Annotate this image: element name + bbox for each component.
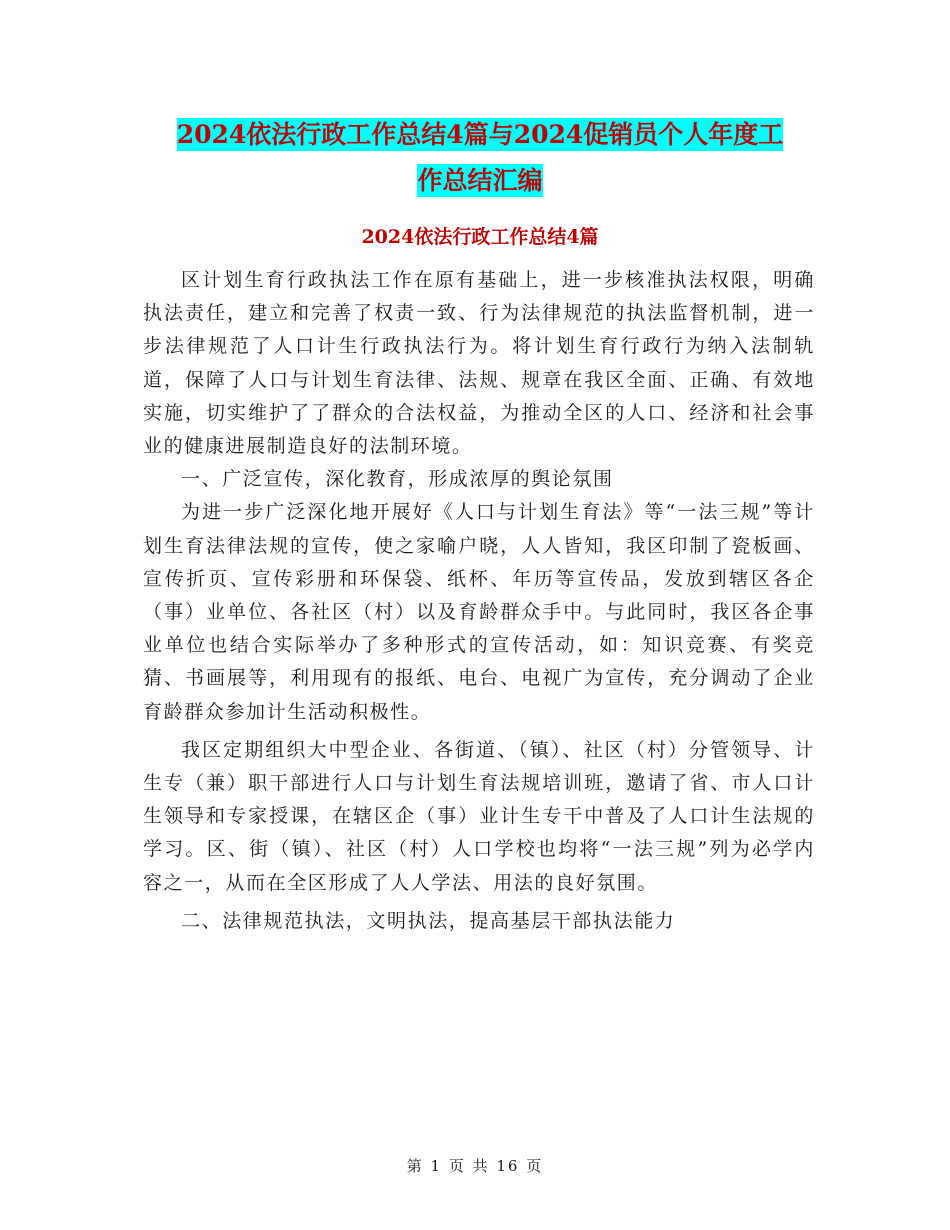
paragraph-intro: 区计划生育行政执法工作在原有基础上，进一步核准执法权限，明确执法责任，建立和完善了权责一致、行为法律规范的执法监督机制，进一步法律规范了人口计生行政执法行为。将计划生育行政行为纳入法制轨道，保障了人口与计划生育法律、法规、规章在我区全面、正确、有效地实施，切实维护了了群众的合法权益，为推动全区的人口、经济和社会事业的健康进展制造良好的法制环境。	[143, 269, 815, 458]
heading-1: 一、广泛宣传，深化教育，形成浓厚的舆论氛围	[181, 468, 614, 491]
paragraph-training: 我区定期组织大中型企业、各街道、（镇）、社区（村）分管领导、计生专（兼）职干部进行人口与计划生育法规培训班，邀请了省、市人口计生领导和专家授课，在辖区企（事）业计生专干中普及了人口计生法规的学习。区、街（镇）、社区（村）人口学校也均将“一法三规”列为必学内容之一，从而在全区形成了人人学法、用法的良好氛围。	[143, 738, 815, 894]
paragraph-publicity: 为进一步广泛深化地开展好《人口与计划生育法》等“一法三规”等计划生育法律法规的宣传，使之家喻户晓，人人皆知，我区印制了瓷板画、宣传折页、宣传彩册和环保袋、纸杯、年历等宣传品，发放到辖区各企（事）业单位、各社区（村）以及育龄群众手中。与此同时，我区各企事业单位也结合实际举办了多种形式的宣传活动，如：知识竞赛、有奖竞猜、书画展等，利用现有的报纸、电台、电视广为宣传，充分调动了企业育龄群众参加计生活动积极性。	[143, 501, 815, 723]
title-line-2: 作总结汇编	[417, 166, 543, 195]
section-title: 2024依法行政工作总结4篇	[361, 226, 599, 248]
document-body	[143, 264, 815, 938]
document-title	[140, 112, 820, 204]
heading-2: 二、法律规范执法，文明执法，提高基层干部执法能力	[181, 909, 676, 932]
page-footer: 第 1 页 共 16 页	[406, 1157, 544, 1175]
title-line-1: 2024依法行政工作总结4篇与2024促销员个人年度工	[176, 120, 784, 149]
